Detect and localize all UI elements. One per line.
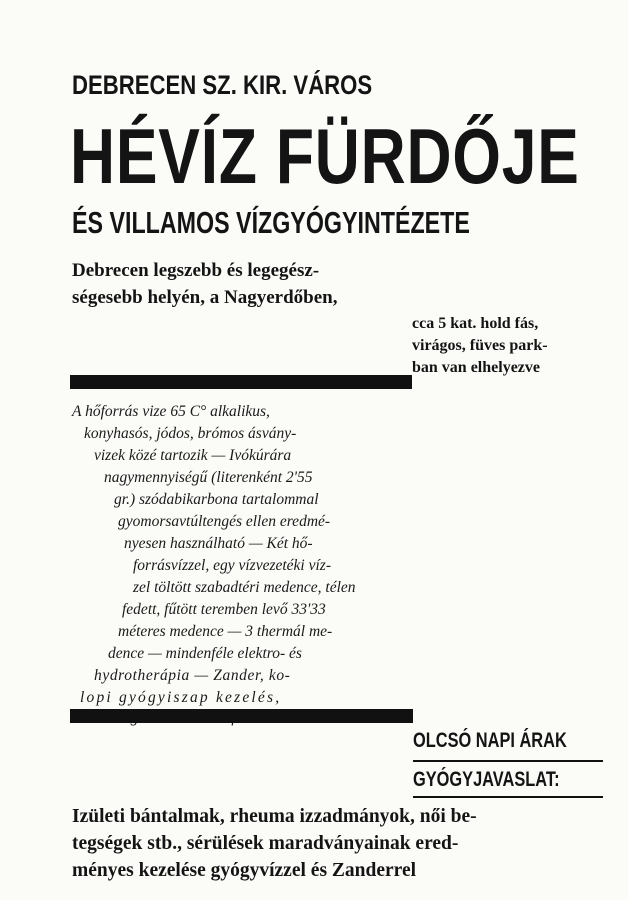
kicker-title: DEBRECEN SZ. KIR. VÁROS — [72, 70, 373, 100]
body-line-5: gr.) szódabikarbona tartalommal — [114, 491, 319, 508]
divider-bar-top — [70, 375, 412, 389]
body-line-2: konyhasós, jódos, brómos ásvány- — [84, 425, 297, 442]
park-line-3: ban van elhelyezve — [412, 359, 540, 376]
location-line-1: Debrecen legszebb és legegész- — [72, 260, 320, 281]
body-line-6: gyomorsavtúltengés ellen eredmé- — [118, 513, 331, 530]
prices-heading: OLCSÓ NAPI ÁRAK — [413, 729, 567, 752]
body-line-4: nagymennyiségű (literenként 2'55 — [104, 469, 313, 486]
body-line-11: méteres medence — 3 thermál me- — [118, 623, 333, 640]
body-line-9: zel töltött szabadtéri medence, télen — [133, 579, 356, 596]
subhead-title: ÉS VILLAMOS VÍZGYÓGYINTÉZETE — [72, 205, 470, 240]
advice-line-3: ményes kezelése gyógyvízzel és Zanderrel — [72, 860, 417, 881]
prices-rule — [413, 760, 603, 762]
park-line-2: virágos, füves park- — [412, 337, 548, 354]
advice-title: GYÓGYJAVASLAT: — [413, 768, 560, 791]
body-line-1: A hőforrás vize 65 C° alkalikus, — [72, 403, 270, 420]
advice-line-1: Izületi bántalmak, rheuma izzadmányok, női be- — [72, 806, 477, 827]
divider-bar-bottom — [70, 709, 413, 723]
park-line-1: cca 5 kat. hold fás, — [412, 315, 539, 332]
body-line-8: forrásvízzel, egy vízvezetéki víz- — [133, 557, 331, 574]
body-line-3: vizek közé tartozik — Ivókúrára — [94, 447, 292, 464]
advice-rule — [413, 796, 603, 798]
location-line-2: ségesebb helyén, a Nagyerdőben, — [72, 287, 338, 308]
body-line-13: hydrotherápia — Zander, ko- — [94, 667, 291, 684]
advice-line-2: tegségek stb., sérülések maradványainak ered- — [72, 833, 459, 854]
body-line-10: fedett, fűtött teremben levő 33'33 — [122, 601, 326, 618]
body-line-7: nyesen használható — Két hő- — [124, 535, 313, 552]
body-line-14: lopi gyógyiszap kezelés, — [80, 689, 282, 706]
body-line-12: dence — mindenféle elektro- és — [108, 645, 302, 662]
headline-title: HÉVÍZ FÜRDŐJE — [70, 112, 580, 200]
